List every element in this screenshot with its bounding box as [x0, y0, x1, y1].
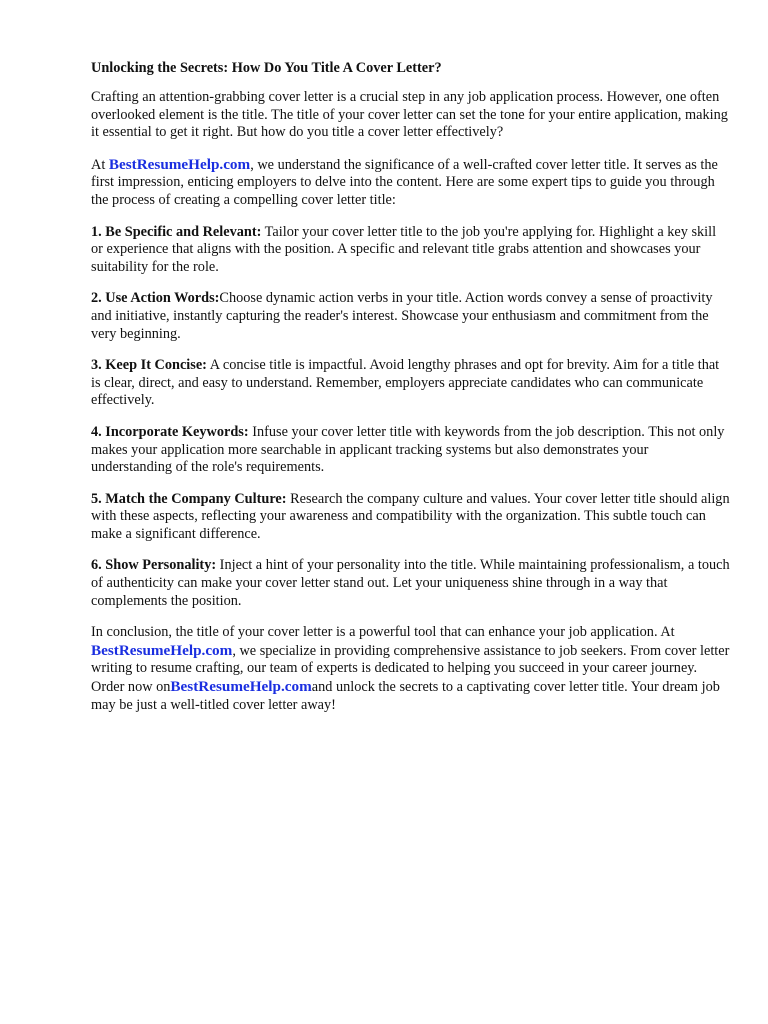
tip-body: Tailor your cover letter title to the job you're applying for. Highlight a key skill or experience that aligns with the position. A specific and relevant title grabs attention and showcases your suitability for the role.: [91, 223, 717, 275]
tip-heading: 1. Be Specific and Relevant:: [91, 223, 262, 240]
tip-heading: 6. Show Personality:: [91, 557, 217, 574]
tip-body: A concise title is impactful. Avoid lengthy phrases and opt for brevity. Aim for a title that is clear, direct, and easy to understand. Remember, employers appreciate candidates who can communicate effectively.: [91, 357, 720, 409]
conclusion-paragraph: [91, 624, 731, 714]
bestresumehelp-link[interactable]: BestResumeHelp.com: [170, 678, 312, 696]
tip-body: Infuse your cover letter title with keywords from the job description. This not only makes your application more searchable in applicant tracking systems but also demonstrates your understanding of the role's requirements.: [91, 423, 725, 476]
about-paragraph: [91, 156, 731, 210]
tip-heading: 2. Use Action Words:: [91, 290, 220, 307]
tip-body: Research the company culture and values. Your cover letter title should align with these aspects, reflecting your awareness and compatibility with the organization. This subtle touch can make a significant difference.: [91, 490, 730, 542]
intro-paragraph: Crafting an attention-grabbing cover letter is a crucial step in any job application process. However, one often overlooked element is the title. The title of your cover letter can set the tone for your entire application, making it essential to get it right. But how do you title a cover letter effectively?: [91, 89, 728, 141]
tip-paragraph-5: [91, 491, 731, 544]
tip-paragraph-4: [91, 424, 731, 477]
tip-paragraph-6: [91, 557, 731, 610]
conclusion-part-3: and unlock the secrets to a captivating cover letter title. Your dream job may be just a well-titled cover letter away!: [91, 679, 720, 713]
bestresumehelp-link[interactable]: BestResumeHelp.com: [108, 155, 251, 173]
document-title: Unlocking the Secrets: How Do You Title A Cover Letter?: [91, 60, 442, 76]
tip-heading: 4. Incorporate Keywords:: [91, 423, 249, 440]
tip-paragraph-3: [91, 357, 731, 410]
tip-heading: 5. Match the Company Culture:: [91, 490, 287, 507]
tip-paragraph-2: [91, 290, 731, 343]
conclusion-part-2: , we specialize in providing comprehensive assistance to job seekers. From cover letter writing to resume crafting, our team of experts is dedicated to helping you succeed in your career journey. Order now on: [91, 642, 730, 696]
tip-paragraph-1: [91, 224, 731, 277]
conclusion-part-1: In conclusion, the title of your cover letter is a powerful tool that can enhance your job application. At: [91, 624, 675, 641]
about-suffix: , we understand the significance of a well-crafted cover letter title. It serves as the first impression, enticing employers to delve into the content. Here are some expert tips to guide you through the process of creating a compelling cover letter title:: [91, 156, 718, 208]
tip-body: Inject a hint of your personality into the title. While maintaining professionalism, a touch of authenticity can make your cover letter stand out. Let your uniqueness shine through in a way that complements the position.: [91, 557, 730, 609]
tip-body: Choose dynamic action verbs in your title. Action words convey a sense of proactivity and initiative, instantly capturing the reader's interest. Showcase your enthusiasm and commitment from the very beginning.: [91, 290, 713, 342]
document-page: [91, 59, 731, 728]
bestresumehelp-link[interactable]: BestResumeHelp.com: [91, 641, 233, 659]
about-prefix: At: [91, 156, 109, 173]
tip-heading: 3. Keep It Concise:: [91, 357, 207, 374]
